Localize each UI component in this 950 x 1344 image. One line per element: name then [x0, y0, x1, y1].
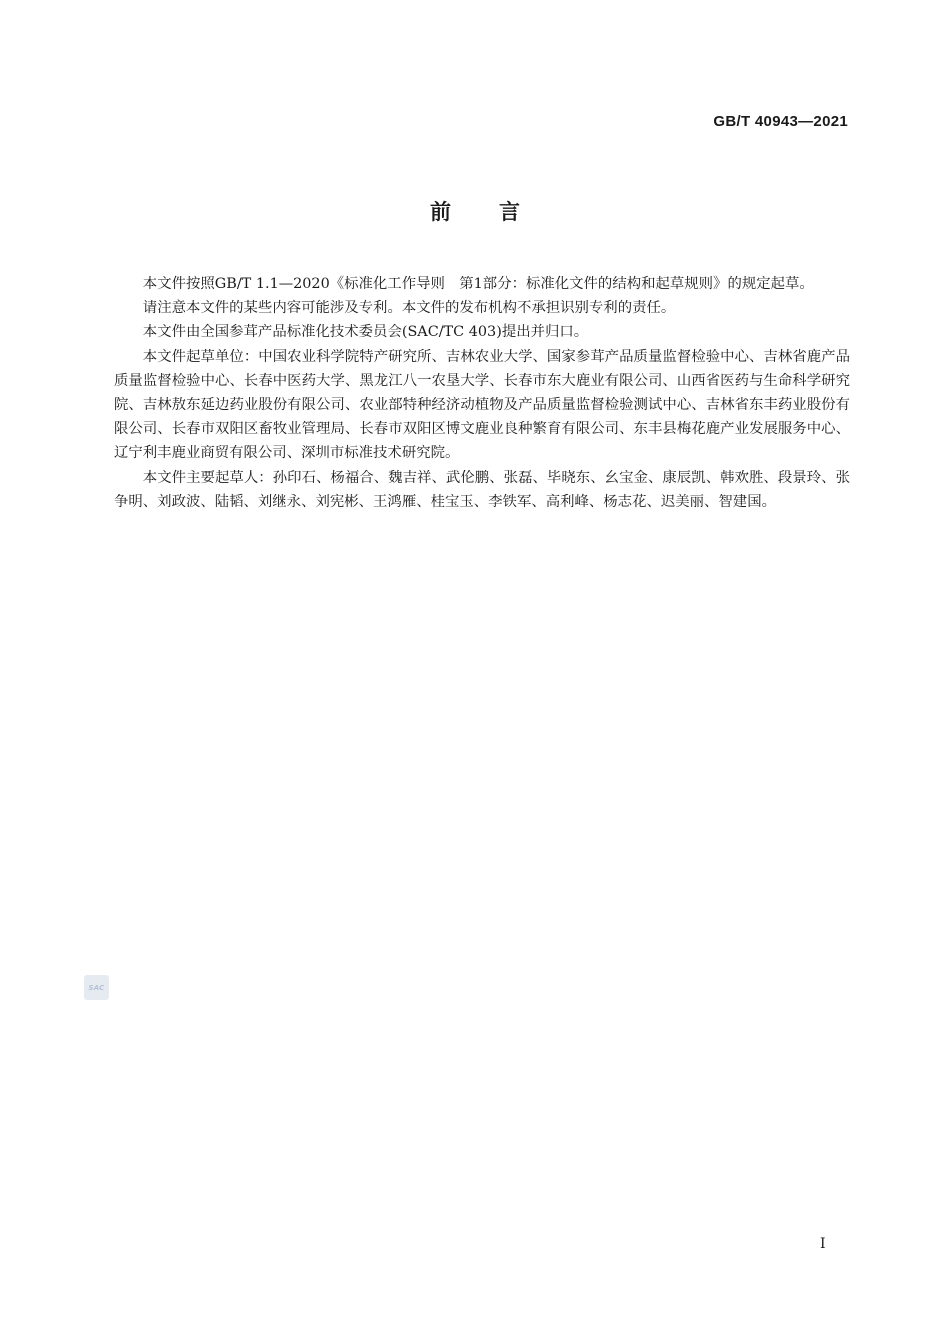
page-number: I	[820, 1236, 826, 1252]
paragraph-drafting-units: 本文件起草单位：中国农业科学院特产研究所、吉林农业大学、国家参茸产品质量监督检验中心、吉林省鹿产品质量监督检验中心、长春中医药大学、黑龙江八一农垦大学、长春市东大鹿业有限公司、山西省医药与生命科学研究院、吉林敖东延边药业股份有限公司、农业部特种经济动植物及产品质量监督检验测试中心、吉林省东丰药业股份有限公司、长春市双阳区畜牧业管理局、长春市双阳区博文鹿业良种繁育有限公司、东丰县梅花鹿产业发展服务中心、辽宁利丰鹿业商贸有限公司、深圳市标准技术研究院。	[114, 348, 850, 462]
sac-watermark-logo	[84, 975, 109, 1000]
paragraph-proposer: 本文件由全国参茸产品标准化技术委员会(SAC/TC 403)提出并归口。	[142, 324, 589, 341]
standard-code: GB/T 40943—2021	[713, 113, 848, 130]
foreword-body	[114, 272, 850, 514]
paragraph-drafting-rules: 本文件按照GB/T 1.1—2020《标准化工作导则 第1部分：标准化文件的结构和起草规则》的规定起草。	[142, 276, 814, 292]
sac-logo-text: SAC	[88, 983, 105, 992]
section-title: 前言	[430, 200, 568, 224]
paragraph-patent-notice: 请注意本文件的某些内容可能涉及专利。本文件的发布机构不承担识别专利的责任。	[142, 300, 676, 317]
paragraph-drafters: 本文件主要起草人：孙印石、杨福合、魏吉祥、武伦鹏、张磊、毕晓东、幺宝金、康辰凯、韩欢胜、段景玲、张争明、刘政波、陆韬、刘继永、刘宪彬、王鸿雁、桂宝玉、李铁军、高利峰、杨志花、迟美丽、智建国。	[114, 469, 850, 510]
